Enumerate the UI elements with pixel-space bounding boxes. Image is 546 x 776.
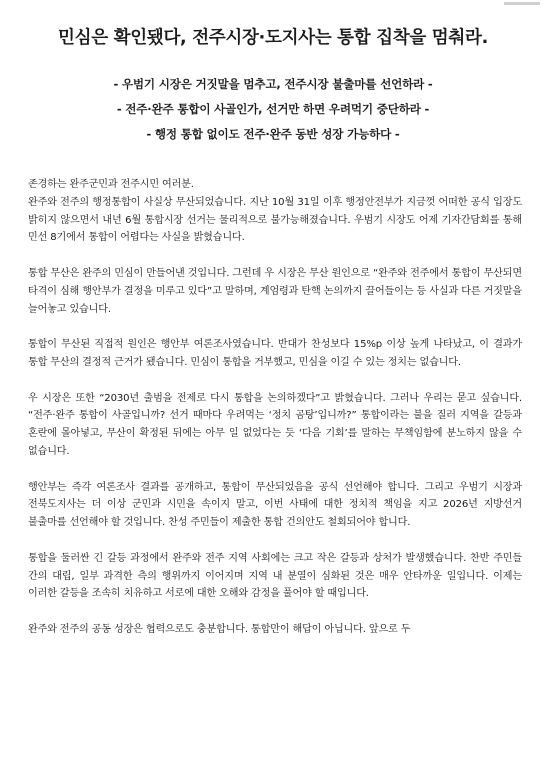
greeting: 존경하는 완주군민과 전주시민 여러분. [28, 179, 194, 190]
body-paragraph: 우 시장은 또한 “2030년 출범을 전제로 다시 통합을 논의하겠다”고 밝혔습니다. 그러나 우리는 묻고 싶습니다. “전주·완주 통합이 사골입니까? 선거 때마다 우려먹는 ‘정치 곰탕’입니까?” 통합이라는 불을 질러 지역을 갈등과 혼란에 몰아넣고, 무산이 확정된 뒤에는 아무 일 없었다는 듯 ‘다음 기회’를 말하는 무책임함에 분노하지 않을 수 없습니다. [28, 392, 522, 457]
subtitle-line: - 우범기 시장은 거짓말을 멈추고, 전주시장 불출마를 선언하라 - [113, 77, 433, 91]
body-paragraph: 행안부는 즉각 여론조사 결과를 공개하고, 통합이 무산되었음을 공식 선언해야 합니다. 그리고 우범기 시장과 전북도지사는 더 이상 군민과 시민을 속이지 말고, 이번 사태에 대한 정치적 책임을 지고 2026년 지방선거 불출마를 선언해야 할 것입니다. 찬성 주민들이 제출한 통합 건의안도 철회되어야 합니다. [28, 481, 522, 529]
document-body [28, 176, 522, 639]
body-paragraph: 완주와 전주의 행정통합이 사실상 무산되었습니다. 지난 10월 31일 이후 행정안전부가 지금껏 어떠한 공식 입장도 밝히지 않으면서 내년 6월 통합시장 선거는 물리적으로 불가능해졌습니다. 우범기 시장도 어제 기자간담회를 통해 민선 8기에서 통합이 어렵다는 사실을 밝혔습니다. [28, 196, 522, 244]
subtitle-block [0, 72, 546, 147]
subtitle-line: - 전주·완주 통합이 사골인가, 선거만 하면 우려먹기 중단하라 - [116, 102, 430, 116]
subtitle-line: - 행정 통합 없이도 전주·완주 동반 성장 가능하다 - [146, 127, 400, 141]
body-paragraph: 통합이 무산된 직접적 원인은 행안부 여론조사였습니다. 반대가 찬성보다 15%p 이상 높게 나타났고, 이 결과가 통합 무산의 결정적 근거가 됐습니다. 민심이 통합을 거부했고, 민심을 이길 수 있는 정치는 없습니다. [28, 339, 522, 368]
document-title: 민심은 확인됐다, 전주시장·도지사는 통합 집착을 멈춰라. [58, 28, 488, 48]
page-number-mark [504, 2, 540, 5]
body-paragraph: 통합 무산은 완주의 민심이 만들어낸 것입니다. 그런데 우 시장은 무산 원인으로 “완주와 전주에서 통합이 무산되면 타격이 심해 행안부가 결정을 미루고 있다”고 말하며, 계엄령과 탄핵 논의까지 끌어들이는 등 사실과 다른 거짓말을 늘어놓고 있습니다. [28, 267, 522, 315]
body-paragraph: 완주와 전주의 공동 성장은 협력으로도 충분합니다. 통합만이 해답이 아닙니다. 앞으로 두 [28, 623, 411, 635]
body-paragraph: 통합을 둘러싼 긴 갈등 과정에서 완주와 전주 지역 사회에는 크고 작은 갈등과 상처가 발생했습니다. 찬반 주민들 간의 대립, 일부 과격한 측의 행위까지 이어지며 지역 내 분열이 심화된 것은 매우 안타까운 일입니다. 이제는 이러한 갈등을 조속히 치유하고 서로에 대한 오해와 감정을 풀어야 할 때입니다. [28, 552, 522, 600]
